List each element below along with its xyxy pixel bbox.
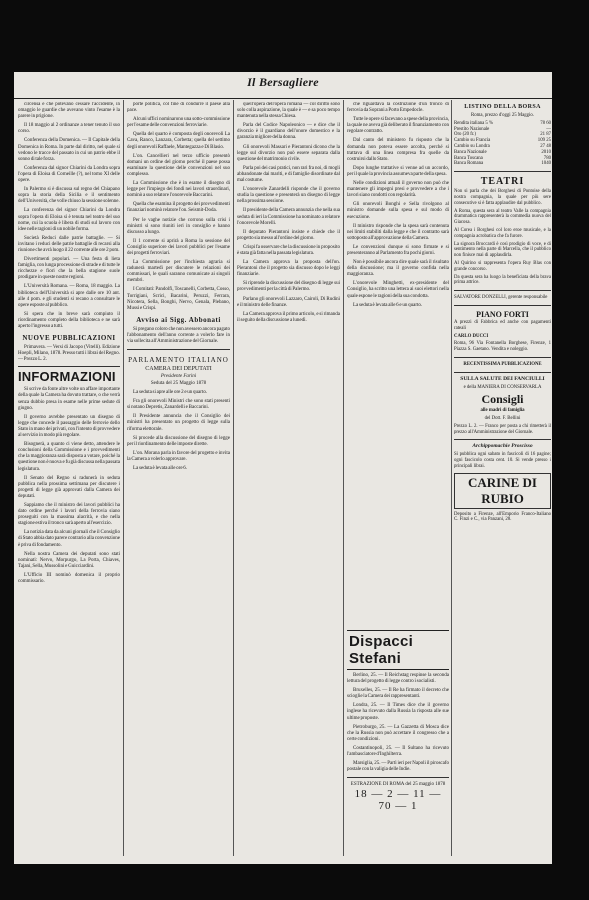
column-3 xyxy=(237,102,340,856)
consigli-subtitle: alle madri di famiglia xyxy=(480,408,525,414)
article-paragraph: porte politica, col fine di condurre il paese alla pace. xyxy=(127,102,230,114)
article-paragraph: L'onorevole Minghetti, ex-presidente del Consiglio, ha scritto una lettera ai suoi elettori nella quale espone le ragioni della sua condotta. xyxy=(347,281,449,299)
column-rule xyxy=(123,100,124,856)
president-line: Presidente Farini xyxy=(160,374,197,380)
article-paragraph: Primavera. — Versi di Jacopo (Vitelli). Edizione Hoepli, Milano, 1878. Presso tutti i librai del Regno. — Prezzo L. 2. xyxy=(18,345,120,363)
article-paragraph: Crispi fa osservare che la discussione in proposito è stata già fatta nella passata legislatura. xyxy=(237,244,340,256)
article-paragraph: circensa e che potevano cessare l'accidente, in omaggio le guardie che avevano vinto l'esame è la parere in prigione. xyxy=(18,102,120,120)
ad-merchant: CARLO DUCCI xyxy=(454,333,489,339)
column-1 xyxy=(18,102,120,856)
article-paragraph: Parlano gli onorevoli Lazzaro, Cairoli, Di Rudinì e il ministro delle finanze. xyxy=(237,296,340,308)
notice-heading: Avviso ai Sigg. Abbonati xyxy=(136,315,221,324)
publication-heading: RECENTISSIMA PUBBLICAZIONE xyxy=(463,361,542,367)
article-paragraph: La notizia data da alcuni giornali che il Consiglio di Stato abbia dato parere contrario alla convenzione è priva di fondamento. xyxy=(18,530,120,548)
ad-text: Deposito a Firenze, all'Emporio Franco-Italiano C. Finzi e C., via Panzani, 28. xyxy=(454,511,551,523)
dispatches-heading: Dispacci Stefani xyxy=(347,630,449,670)
ad-carine-heading: CARINE DI RUBIO xyxy=(454,473,551,509)
article-paragraph: quell'opera dell'opera romana — col diritto sono solo colla aspirazione, la quale è — e sa poco tempo mantenuta nella stessa Chiesa. xyxy=(237,102,340,120)
article-paragraph: L'Università Romana. — Roma, 18 maggio. La biblioteca dell'Università si apre dalle ore 10 ant. alle 4 pom. e gli studenti si recano a consultare le opere esposte al pubblico. xyxy=(18,284,120,308)
article-paragraph: Prezzo L. 2. — Franco per posta a chi rimetterà il prezzo all'Amministrazione del Giornale. xyxy=(454,423,551,435)
ad-address: Roma, 96 Via Fontanella Borghese, Firenze, 1 Piazza S. Gaetano. Vendita e noleggio. xyxy=(454,341,551,353)
article-paragraph: Il deputato Pierantoni insiste e chiede che il progetto sia messo all'ordine del giorno. xyxy=(237,229,340,241)
article-paragraph: L'on. Morana parla in favore del progetto e invita la Camera a volerlo approvare. xyxy=(127,450,230,462)
stock-table xyxy=(454,121,551,167)
divider xyxy=(347,777,449,778)
article-paragraph: La Commissione per l'inchiesta agraria si radunerà martedì per discutere le relazioni dei commissari, le quali saranno comunicate ai singoli membri. xyxy=(127,260,230,284)
parliament-heading: PARLAMENTO ITALIANO xyxy=(128,356,229,365)
stock-value: 109 25 xyxy=(537,138,551,144)
dispatch-item: Costantinopoli, 25. — Il Sultano ha ricevuto l'ambasciatore d'Inghilterra. xyxy=(347,745,449,758)
theatres-heading: TEATRI xyxy=(480,176,525,188)
masthead: Il Bersagliere xyxy=(247,75,319,89)
stock-label: Banca Toscana xyxy=(454,155,483,161)
article-paragraph: L'onorevole Zanardelli risponde che il governo studia la questione e presenterà un disegno di legge nella prossima sessione. xyxy=(237,187,340,205)
article-paragraph: Per le vaghe notizie che corrono sulla crisi i ministri si sono riuniti ieri in consiglio e hanno discusso a lungo. xyxy=(127,217,230,235)
divider xyxy=(454,439,551,440)
article-paragraph: Società Reduci dalle patrie battaglie. — Si invitano i reduci delle patrie battaglie di recarsi alla riunione che avrà luogo il 22 corrente alle ore 2 pom. xyxy=(18,235,120,253)
book-subtitle: e della MANIERA DI CONSERVARLA xyxy=(463,384,542,390)
article-paragraph: Conferenza della Domenica. — Il Capitale della Domenica in Roma. In parte dal diritto, nel quale si vedono le tracce del passato in cui un patrio ebbe il sonno di tale forza. xyxy=(18,138,120,162)
article-paragraph: Al Quirino si rappresenta l'opera Ruy Blas con grande concorso. xyxy=(454,260,551,272)
article-paragraph: La seduta è levata alle ore 6. xyxy=(133,466,188,472)
stock-row xyxy=(454,161,551,167)
dispatch-item: Londra, 25. — Il Times dice che il governo inglese ha ricevuto dalla Russia la risposta alle sue ultime proposte. xyxy=(347,703,449,721)
article-paragraph: Si pubblica ogni sabato in fascicoli di 16 pagine; ogni fascicolo costa cent. 10. Si vende presso i principali librai. xyxy=(454,452,551,469)
article-paragraph: Il 1 corrente si aprirà a Roma la sessione del Consiglio superiore dei lavori pubblici per l'esame dei progetti ferroviari. xyxy=(127,238,230,256)
article-paragraph: I Comitati: Pandolfi, Toscanelli, Corbetta, Cosso, Torrigiani, Scrici, Bacarini, Peruzzi, Ferrara, Nicotera, Sella, Bonghi, Nervo, Genala, Plebano, Mussi e Crispi. xyxy=(127,287,230,311)
divider xyxy=(454,171,551,172)
article-paragraph: Le convenzioni dunque si sono firmate e si presenteranno al Parlamento fra pochi giorni. xyxy=(347,244,449,256)
article-paragraph: Dal canto del ministero fu risposto che la domanda non poteva essere accolta, perché si trattava di una linea compresa fra quelle da costruirsi dallo Stato. xyxy=(347,138,449,162)
article-paragraph: Il Senato del Regno si radunerà in seduta pubblica nella prossima settimana per discutere i progetti di legge già approvati dalla Camera dei deputati. xyxy=(18,475,120,499)
column-rule xyxy=(233,100,234,856)
column-4 xyxy=(347,102,449,628)
article-paragraph: La Commissione che è in esame il disegno di legge per l'impiego dei fondi nei lavori straordinari, nominò a suo relatore l'onorevole Baccarini. xyxy=(127,181,230,199)
stock-value: 780 xyxy=(543,155,551,161)
article-paragraph: Il 18 maggio al 2 ordinanze a tener tenuto il suo corso. xyxy=(18,123,120,135)
stock-date: Roma, prezzo d'oggi 25 Maggio. xyxy=(471,113,534,118)
article-paragraph: Il Presidente annuncia che il Consiglio dei ministri ha presentato un progetto di legge sulla riforma elettorale. xyxy=(127,414,230,432)
consigli-heading: Consigli xyxy=(481,392,524,407)
stock-value: 2010 xyxy=(541,149,551,155)
ad-text: A prezzi di Fabbrica ed anche con pagamenti rateali xyxy=(454,319,551,331)
dispatch-item: Bruxelles, 25. — Il Re ha firmato il decreto che scioglie la Camera dei rappresentanti. xyxy=(347,688,449,700)
stock-label: Cambio su Londra xyxy=(454,143,490,149)
article-paragraph: Tutte le opere si facevano a spese della provincia, la quale ne aveva già deliberato il finanziamento con regolare contratto. xyxy=(347,117,449,135)
stock-value: 27 48 xyxy=(540,143,551,149)
dispatch-item: Marsiglia, 25. — Partì ieri per Napoli il piroscafo postale con la valigia delle Indie. xyxy=(347,761,449,773)
stock-value: — xyxy=(546,126,551,132)
article-paragraph: Gli onorevoli Massari e Pierantoni dicono che la legge sul divorzio non può essere separata dalla questione del matrimonio civile. xyxy=(237,144,340,162)
chamber-heading: CAMERA DEI DEPUTATI xyxy=(145,366,212,373)
article-paragraph: L'on. Cancellieri nel terzo ufficio presentò domani un ordine del giorno perché il paese possa esaminare la questione delle convenzioni nel suo complesso. xyxy=(127,153,230,177)
divider xyxy=(127,349,230,350)
stock-label: Cambio su Francia xyxy=(454,138,491,144)
article-paragraph: Non si parla che dei Borghesi di Pontoise della nostra compagnia, la quale per più sere consecutive si è fatta applaudire dal pubblico. xyxy=(454,189,551,206)
article-paragraph: Al Corea i Borghesi col loro eroe musicale, e la compagnia acrobatica che fa furore. xyxy=(454,227,551,239)
article-paragraph: Quella del quarto è composta degli onorevoli La Cava, Ranco, Lanzara, Corbetta; quella del settimo degli onorevoli Raffaele, Mantegazza e Di Blasio. xyxy=(127,132,230,150)
dispatch-item: Berlino, 25. — Il Reichstag respinse la seconda lettura del progetto di legge contro i socialisti. xyxy=(347,673,449,685)
article-paragraph: Il presidente della Camera annunzia che nella sua seduta di ieri la Commissione ha nominato a relatore l'onorevole Morelli. xyxy=(237,208,340,226)
top-bar xyxy=(14,72,552,99)
stock-label: Banca Nazionale xyxy=(454,149,487,155)
article-paragraph: Nelle condizioni attuali il governo non può che mantenere gli impegni presi e provvedere a che i lavori siano condotti con regolarità. xyxy=(347,181,449,199)
article-paragraph: Il ministro risponde che la spesa sarà contenuta nei limiti stabiliti dalla legge e che il contratto sarà sottoposto all'approvazione della Camera. xyxy=(347,223,449,241)
article-paragraph: Non è possibile ancora dire quale sarà il risultato della discussione; ma il governo confida nella maggioranza. xyxy=(347,260,449,278)
stock-label: Banca Romana xyxy=(454,161,484,167)
article-paragraph: Fra gli onorevoli Ministri che sono stati presenti si notano Depretis, Zanardelli e Baccarini. xyxy=(127,399,230,411)
column-rule xyxy=(343,100,344,856)
ad-heading: Archippomachie Proscisso xyxy=(472,443,533,450)
divider xyxy=(454,372,551,373)
article-paragraph: La seduta si apre alle ore 2 e un quarto. xyxy=(133,390,208,396)
article-paragraph: L'Ufficio III nominò domenica il proprio commissario. xyxy=(18,572,120,584)
stock-list-heading: LISTINO DELLA BORSA xyxy=(464,104,541,110)
dispatches-section xyxy=(347,630,449,856)
article-paragraph: che riguardava la costruzione d'un tronco di ferrovia da Soprani a Porto Empedocle. xyxy=(347,102,449,114)
article-paragraph: Si spera che in breve sarà compiuto il riordinamento completo della biblioteca e ne sarà aperto l'ingresso a tutti. xyxy=(18,311,120,329)
ad-piano-heading: PIANO FORTI xyxy=(476,309,529,319)
stock-label: Prestito Nazionale xyxy=(454,126,490,132)
article-paragraph: Bisognerà, a quanto ci viene detto, attendere le conclusioni della Commissione e i provvedimenti che la maggioranza sarà disposta a votare, poiché la questione non è nuova e fu già discussa nella passata legislatura. xyxy=(18,442,120,472)
lottery-heading: ESTRAZIONE DI ROMA del 25 maggio 1878 xyxy=(350,782,446,788)
lottery-numbers: 18 — 2 — 11 — 70 — 1 xyxy=(354,788,442,813)
book-title: SULLA SALUTE DEI FANCIULLI xyxy=(460,375,545,382)
article-paragraph: Divertimenti popolari. — Una festa di lieta famiglia, con lunga processione di strade e di tutte le ricchezze e fiori che la bella stagione suole prodigare in queste nostre regioni. xyxy=(18,257,120,281)
divider xyxy=(454,305,551,306)
article-paragraph: Parla poi dei casi pratici, non rari fra noi, di mogli abbandonate dai mariti, e di famiglie disordinate dal mal costume. xyxy=(237,165,340,184)
article-paragraph: La Camera approva il primo articolo, e si rimanda il seguito della discussione a lunedì. xyxy=(237,311,340,323)
column-2 xyxy=(127,102,230,856)
section-heading-informazioni: INFORMAZIONI xyxy=(18,366,120,384)
stock-value: 78 60 xyxy=(540,120,551,126)
section-heading-nuove-pubblicazioni: NUOVE PUBBLICAZIONI xyxy=(22,334,116,343)
divider xyxy=(454,357,551,358)
article-paragraph: Si pregano coloro che non avessero ancora pagato l'abbonamento dell'anno corrente a volerlo fare in via sollecita all'Amministrazione del Giornale. xyxy=(127,326,230,344)
article-paragraph: A Roma, questa sera al teatro Valle la compagnia drammatica rappresenterà la commedia nuova del Giacosa. xyxy=(454,208,551,226)
article-paragraph: Gli onorevoli Bonghi e Sella rivolgono al ministro domande sulla spesa e sul modo di esecuzione. xyxy=(347,202,449,220)
stock-label: Oro (20 fr.) xyxy=(454,132,476,138)
article-paragraph: La seduta è levata alle 6 e un quarto. xyxy=(353,302,423,308)
article-paragraph: Dopo lunghe trattative si venne ad un accordo, per il quale la provincia assumeva parte della spesa. xyxy=(347,165,449,177)
article-paragraph: Da questa sera ha luogo la beneficiata della brava prima attrice. xyxy=(454,274,551,286)
stock-label: Rendita italiana 5 % xyxy=(454,120,494,126)
stock-value: 1040 xyxy=(541,161,551,167)
article-paragraph: Il governo avrebbe presentato un disegno di legge che concede il passaggio delle ferrovie dello Stato in mano dei privati, con l'intento di provvedere al servizio in modo più regolare. xyxy=(18,414,120,439)
article-paragraph: In Palermo si è discussa sul regno del Chiapano sopra la storia della Sicilia e il sentimento dell'Università, che volle chiuso la sessione solenne. xyxy=(18,187,120,205)
newspaper-page xyxy=(14,72,552,864)
column-rule xyxy=(451,100,452,856)
stock-value: 21 87 xyxy=(540,132,551,138)
article-paragraph: Si procede alla discussione del disegno di legge per il riordinamento delle imposte dirette. xyxy=(127,435,230,447)
article-paragraph: La Camera approva la proposta dell'on. Pierantoni che il progetto sia discusso dopo le leggi finanziarie. xyxy=(237,260,340,278)
consigli-author: del Dott. F. Bellini xyxy=(484,416,521,422)
divider xyxy=(454,290,551,291)
article-paragraph: Alcuni uffici nominarono una sotto-commissione per l'esame delle convenzioni ferroviarie. xyxy=(127,117,230,129)
column-5 xyxy=(454,102,551,856)
dispatch-item: Pietroburgo, 25. — La Gazzetta di Mosca dice che la Russia non può accettare il congresso che a certe condizioni. xyxy=(347,724,449,742)
article-paragraph: Si riprende la discussione del disegno di legge sui provvedimenti per la città di Palermo. xyxy=(237,281,340,293)
article-paragraph: La conferenza del signor Chiarini da Londra sopra l'opera di Eloisa sì è tenuta nel teatro del suo nome, cui la scuola è libera di studi sul lavoro con idee nelle ragioni di un nobile forma. xyxy=(18,208,120,232)
session-date: Seduta del 25 Maggio 1878 xyxy=(150,381,207,387)
article-paragraph: Parla del Codice Napoleonico — e dice che il divorzio è il guardiano dell'onore domestico e la garanzia migliore della donna. xyxy=(237,123,340,141)
article-paragraph: Nella nostra Camera dei deputati sono stati nominati: Nervo, Morpurgo, La Porta, Chiaves, Tajani, Sella, Mussolini e Guicciardini. xyxy=(18,551,120,569)
article-paragraph: Si scrive da fonte altre volte un affare importante della quale la Camera ha dovuto trattare, o che verrà senza dubbio presa in esame nelle prime sedute di giugno. xyxy=(18,387,120,411)
article-paragraph: Quella che esamina il progetto dei provvedimenti finanziari nominò relatore l'on. Seismit-Doda. xyxy=(127,202,230,214)
article-paragraph: La signora Broccardi è così prodigio di voce, e di sentimento nella parte di Marcella, che il pubblico non finisce mai di applaudirla. xyxy=(454,241,551,259)
managing-editor: SALVATORE DONZELLI, gerente responsabile xyxy=(454,295,548,301)
article-paragraph: Conferenza dal signor Chiarini da Londra sopra l'opera di Eloisa di Corneille (?), nel tomo XI delle opere. xyxy=(18,165,120,184)
article-paragraph: Sappiamo che il ministro dei lavori pubblici ha dato ordine perché i lavori della ferrovia siano proseguiti con la massima alacrità, e che nella stagione estiva il tronco sarà aperto all'esercizio. xyxy=(18,502,120,527)
